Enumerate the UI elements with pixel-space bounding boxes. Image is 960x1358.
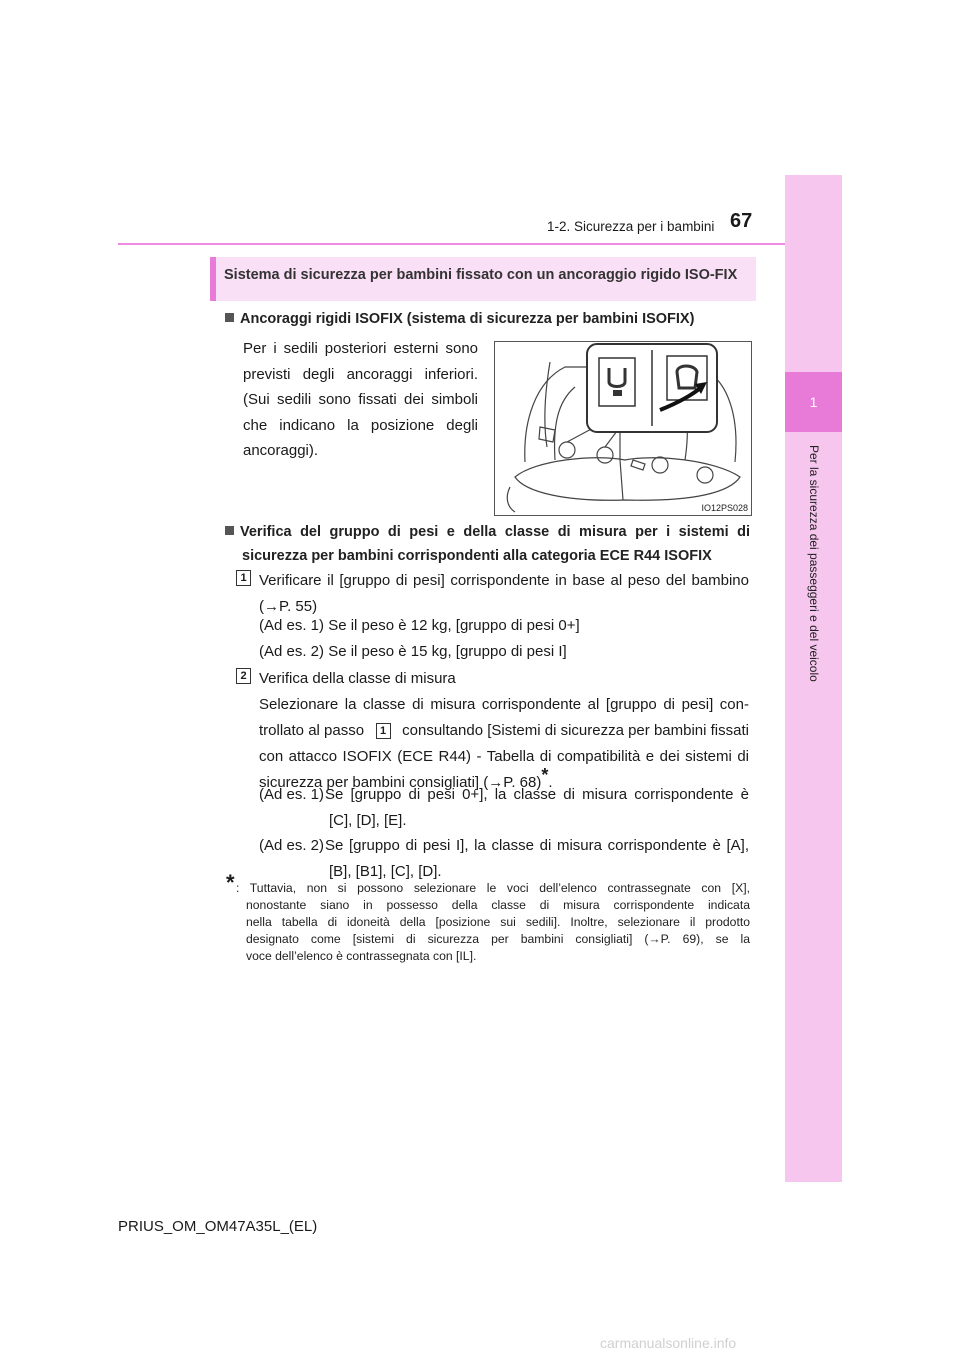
bullet-square-icon — [225, 313, 234, 322]
step1-example2 — [259, 639, 749, 665]
example-label: (Ad es. 2) — [259, 643, 325, 660]
example-row — [259, 833, 749, 859]
para-line: Selezionare la classe di misura corrispondente al [gruppo di pesi] con- — [259, 696, 749, 713]
footnote — [236, 880, 750, 965]
para-line: (Sui sedili sono fissati dei simboli — [243, 391, 478, 408]
heading-text: Verifica del gruppo di pesi e della classe di misura per i sistemi di — [240, 524, 750, 540]
example-text: Se [gruppo di pesi I], la classe di misura corrispondente è [A], — [325, 837, 749, 854]
step2-title: Verifica della classe di misura — [259, 670, 456, 687]
para-line: previsti degli ancoraggi inferiori. — [243, 365, 478, 383]
bullet-square-icon — [225, 526, 234, 535]
para-line: che indicano la posizione degli — [243, 416, 478, 434]
footnote-line: nonostante siano in possesso della classe di misura corrispondente indicata — [246, 898, 750, 912]
section2-heading — [225, 520, 750, 568]
figure-code: IO12PS028 — [701, 503, 748, 513]
footnote-marker: * — [226, 870, 235, 895]
section2-heading-line1 — [225, 520, 750, 544]
footnote-line: nella tabella di idoneità della [posizione sui sedili]. Inoltre, selezionare il prodotto — [246, 915, 750, 929]
topic-title: Sistema di sicurezza per bambini fissato con un ancoraggio rigido ISO-FIX — [224, 267, 738, 283]
section1-paragraph — [243, 336, 478, 464]
chapter-label-text: Per la sicurezza dei passeggeri e del veicolo — [807, 445, 821, 682]
example-label: (Ad es. 2) — [259, 837, 325, 854]
seat-drawing — [495, 342, 751, 515]
section-title: 1-2. Sicurezza per i bambini — [547, 219, 715, 234]
para-line: ancoraggi). — [243, 442, 319, 459]
section1-heading-text: Ancoraggi rigidi ISOFIX (sistema di sicurezza per bambini ISOFIX) — [240, 311, 695, 327]
example-text: Se il peso è 15 kg, [gruppo di pesi I] — [328, 643, 567, 660]
step2-example1 — [259, 782, 749, 834]
step2-number: 2 — [236, 668, 251, 684]
section1-heading — [225, 307, 750, 331]
watermark: carmanualsonline.info — [600, 1335, 737, 1351]
para-line: Per i sedili posteriori esterni sono — [243, 340, 478, 357]
footnote-line: : Tuttavia, non si possono selezionare le voci dell’elenco contrassegnate con [X], — [236, 881, 750, 895]
example-label: (Ad es. 1) — [259, 617, 325, 634]
para-fragment: consultando [Sistemi di sicurezza per bambini fissati — [402, 722, 749, 739]
example-label: (Ad es. 1) — [259, 786, 325, 803]
chapter-label — [806, 445, 822, 705]
step2-example2 — [259, 833, 749, 885]
para-line: con attacco ISOFIX (ECE R44) - Tabella di compatibilità e dei sistemi di — [259, 748, 749, 765]
step2-paragraph — [259, 692, 749, 796]
footnote-line: designato come [sistemi di sicurezza per bambini consigliati] (→P. 69), se la — [246, 932, 750, 946]
example-text: Se il peso è 12 kg, [gruppo di pesi 0+] — [328, 617, 580, 634]
chapter-number: 1 — [785, 372, 842, 432]
page-number: 67 — [730, 210, 753, 232]
step-ref-number: 1 — [376, 723, 391, 739]
example-text: [B], [B1], [C], [D]. — [329, 863, 442, 880]
step1-number: 1 — [236, 570, 251, 586]
step1-example1 — [259, 613, 749, 639]
example-text: [C], [D], [E]. — [329, 812, 407, 829]
para-line — [259, 718, 749, 744]
header-rule — [118, 243, 785, 245]
para-fragment: sicurezza per bambini consigliati] (→P. 68) — [259, 774, 542, 791]
example-row — [259, 782, 749, 808]
step1-line2: (→P. 55) — [259, 598, 318, 615]
asterisk-marker: * — [541, 765, 549, 785]
isofix-seat-illustration — [494, 341, 752, 516]
example-text: Se [gruppo di pesi 0+], la classe di misura corrispondente è — [325, 786, 749, 803]
para-fragment: . — [548, 774, 553, 791]
footnote-line: voce dell’elenco è contrassegnata con [IL]. — [246, 949, 477, 963]
section2-heading-line2: sicurezza per bambini corrispondenti alla categoria ECE R44 ISOFIX — [242, 548, 712, 564]
para-fragment: trollato al passo — [259, 722, 365, 739]
document-code: PRIUS_OM_OM47A35L_(EL) — [118, 1218, 318, 1235]
step1-line1: Verificare il [gruppo di pesi] corrispondente in base al peso del bambino — [259, 572, 749, 589]
